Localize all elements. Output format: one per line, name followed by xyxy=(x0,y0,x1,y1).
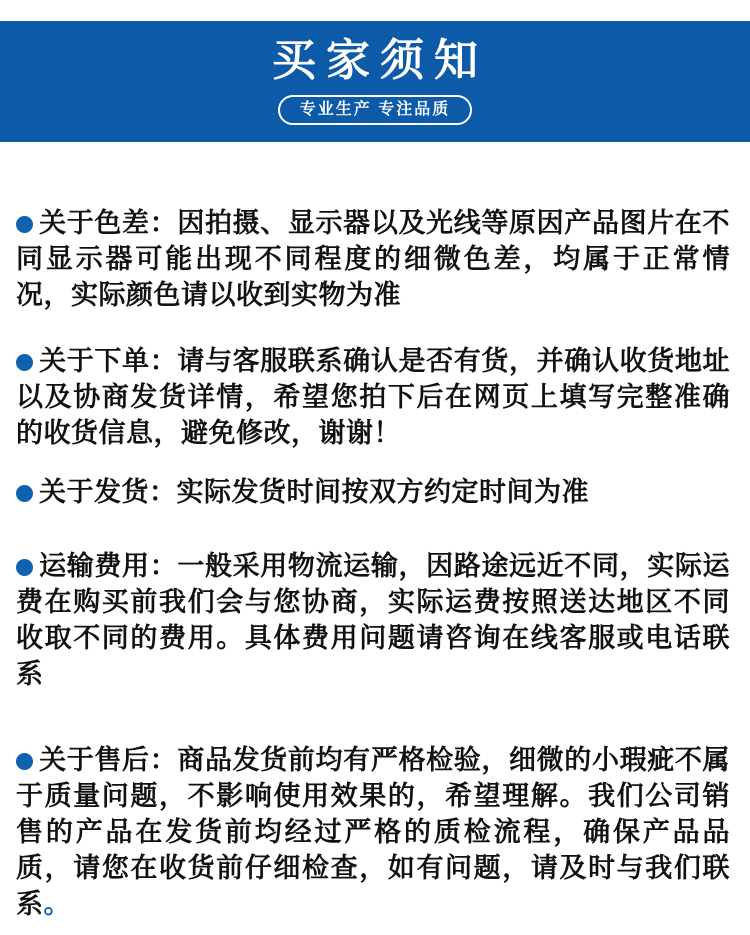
top-white-strip xyxy=(0,0,750,21)
bullet-icon xyxy=(16,354,33,371)
notice-paragraph xyxy=(16,343,730,451)
bullet-icon xyxy=(16,559,33,576)
page-header xyxy=(0,21,750,142)
bullet-icon xyxy=(16,216,33,233)
notice-text: 运输费用：一般采用物流运输，因路途远近不同，实际运费在购买前我们会与您协商，实际运费按照送达地区不同收取不同的费用。具体费用问题请咨询在线客服或电话联系 xyxy=(16,551,730,689)
notice-paragraph xyxy=(16,205,730,313)
slogan-badge: 专业生产 专注品质 xyxy=(278,95,472,125)
notice-text: 关于售后：商品发货前均有严格检验，细微的小瑕疵不属于质量问题，不影响使用效果的，希望理解。我们公司销售的产品在发货前均经过严格的质检流程，确保产品品质，请您在收货前仔细检查，如有问题，请及时与我们联系 xyxy=(16,745,730,919)
bullet-icon xyxy=(16,753,33,770)
notice-text: 关于色差：因拍摄、显示器以及光线等原因产品图片在不同显示器可能出现不同程度的细微色差，均属于正常情况，实际颜色请以收到实物为准 xyxy=(16,208,730,310)
notice-text: 关于下单：请与客服联系确认是否有货，并确认收货地址以及协商发货详情，希望您拍下后在网页上填写完整准确的收货信息，避免修改，谢谢！ xyxy=(16,346,730,448)
notice-text: 关于发货：实际发货时间按双方约定时间为准 xyxy=(39,477,589,507)
notice-paragraph xyxy=(16,474,730,510)
notice-paragraph xyxy=(16,742,730,922)
bullet-icon xyxy=(16,485,33,502)
notice-tail-punctuation: 。 xyxy=(43,889,71,919)
notice-list xyxy=(0,205,750,922)
page-title: 买家须知 xyxy=(272,36,488,85)
notice-paragraph xyxy=(16,548,730,692)
